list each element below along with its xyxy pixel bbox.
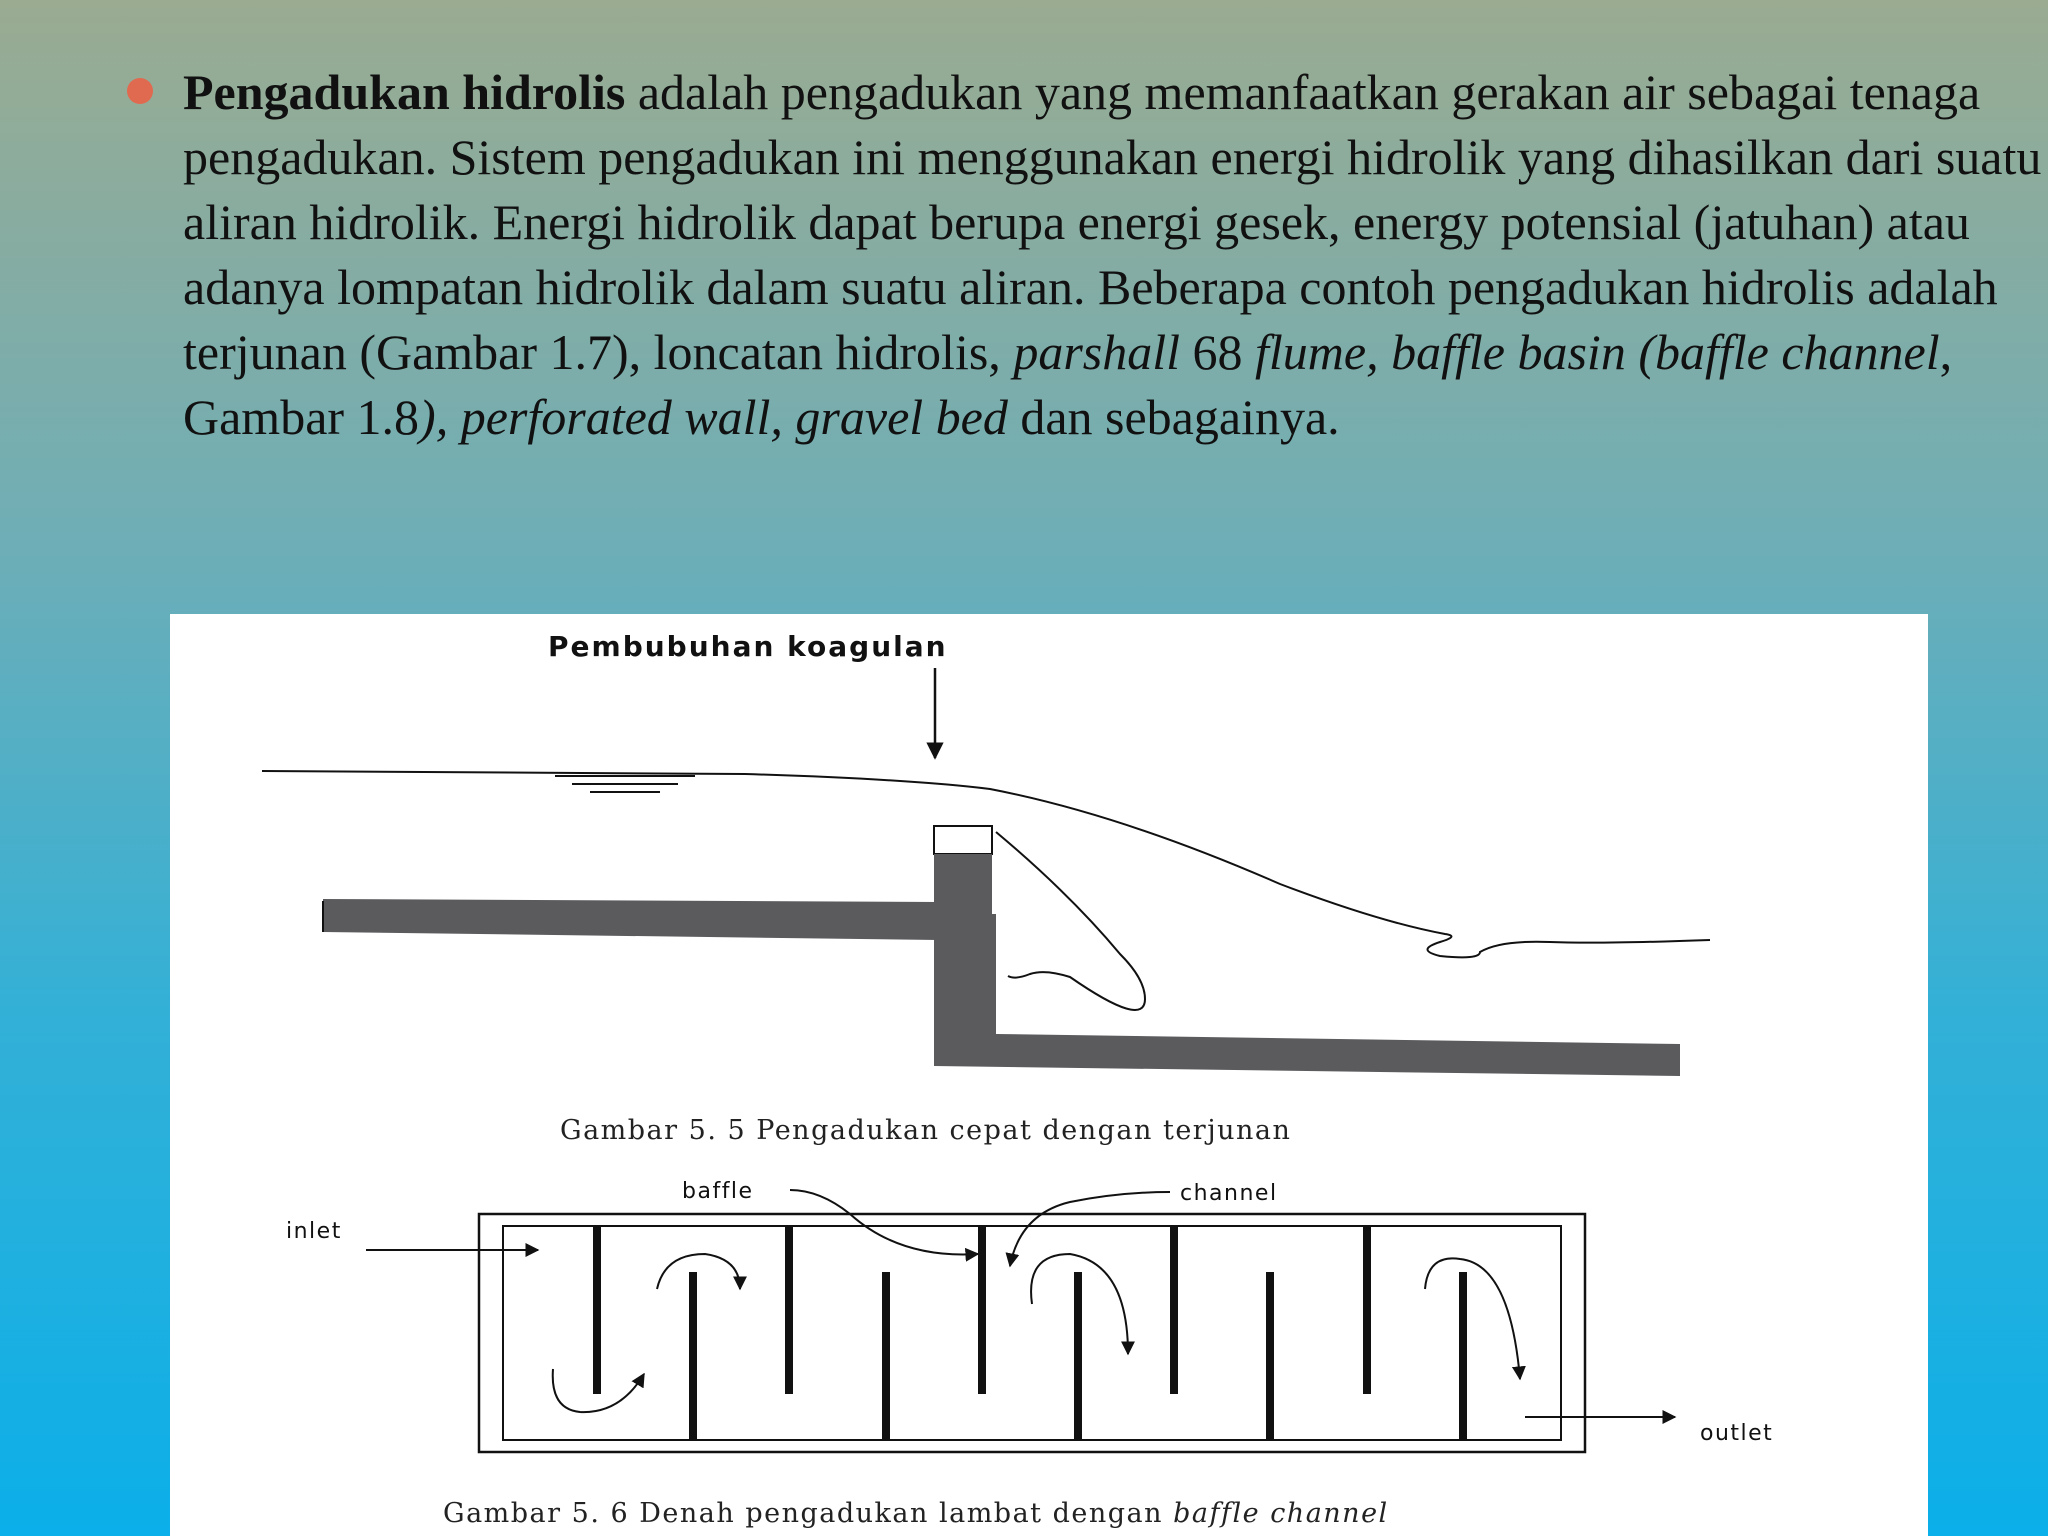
body-paragraph: [183, 60, 2043, 450]
weir-wall-and-downstream-bed: [934, 914, 1680, 1076]
baffle-channel-inner-frame: [503, 1226, 1561, 1440]
term-bold: Pengadukan hidrolis: [183, 64, 626, 120]
label-inlet: inlet: [286, 1219, 342, 1244]
figure2-caption-plain: Gambar 5. 6 Denah pengadukan lambat dengan: [443, 1498, 1174, 1529]
baffles-bottom: [693, 1272, 1463, 1440]
label-outlet: outlet: [1700, 1421, 1774, 1446]
label-channel: channel: [1180, 1181, 1278, 1206]
text-italic-2: flume, baffle basin (baffle channel: [1255, 324, 1940, 380]
bullet-point-icon: [127, 78, 153, 104]
falling-water-nappe: [996, 832, 1145, 1010]
text-italic-3: ), perforated wall, gravel bed: [419, 389, 1008, 445]
channel-pointer-arrow-icon: [1010, 1192, 1170, 1266]
flow-arrows-icon: [553, 1254, 1520, 1412]
baffle-channel-outer-frame: [479, 1214, 1585, 1452]
label-pembubuhan-koagulan: Pembubuhan koagulan: [548, 630, 948, 663]
bullet-block: [125, 60, 2042, 450]
diagram-canvas: [170, 614, 1928, 1536]
figure-baffle-channel: [286, 1179, 1773, 1529]
text-italic-1: parshall: [1013, 324, 1181, 380]
text-segment-4: dan sebagainya.: [1007, 389, 1340, 445]
text-segment-2: 68: [1180, 324, 1256, 380]
baffle-pointer-arrow-icon: [790, 1190, 978, 1255]
text-segment-1: adalah pengadukan yang memanfaatkan gerakan air sebagai tenaga pengadukan. Sistem pengadukan ini menggunakan energi hidrolik yang dihasilkan dari suatu aliran hidrolik. Energi hidrolik dapat berupa energi gesek, energy potensial (jatuhan) atau adanya lompatan hidrolik dalam suatu aliran. Beberapa contoh pengadukan hidrolis adalah terjunan (Gambar 1.7), loncatan hidrolis,: [183, 64, 2042, 380]
label-baffle: baffle: [682, 1179, 754, 1204]
figure1-caption: Gambar 5. 5 Pengadukan cepat dengan terjunan: [560, 1115, 1292, 1146]
figure2-caption: [443, 1498, 1389, 1529]
upstream-channel-bed: [323, 899, 938, 940]
text-segment-3: , Gambar 1.8: [183, 324, 1953, 445]
figure2-caption-italic: baffle channel: [1173, 1498, 1389, 1529]
baffles-top: [597, 1226, 1367, 1394]
figure-terjunan: [262, 630, 1710, 1146]
figure-panel: [170, 614, 1928, 1536]
weir-crest: [934, 826, 992, 854]
